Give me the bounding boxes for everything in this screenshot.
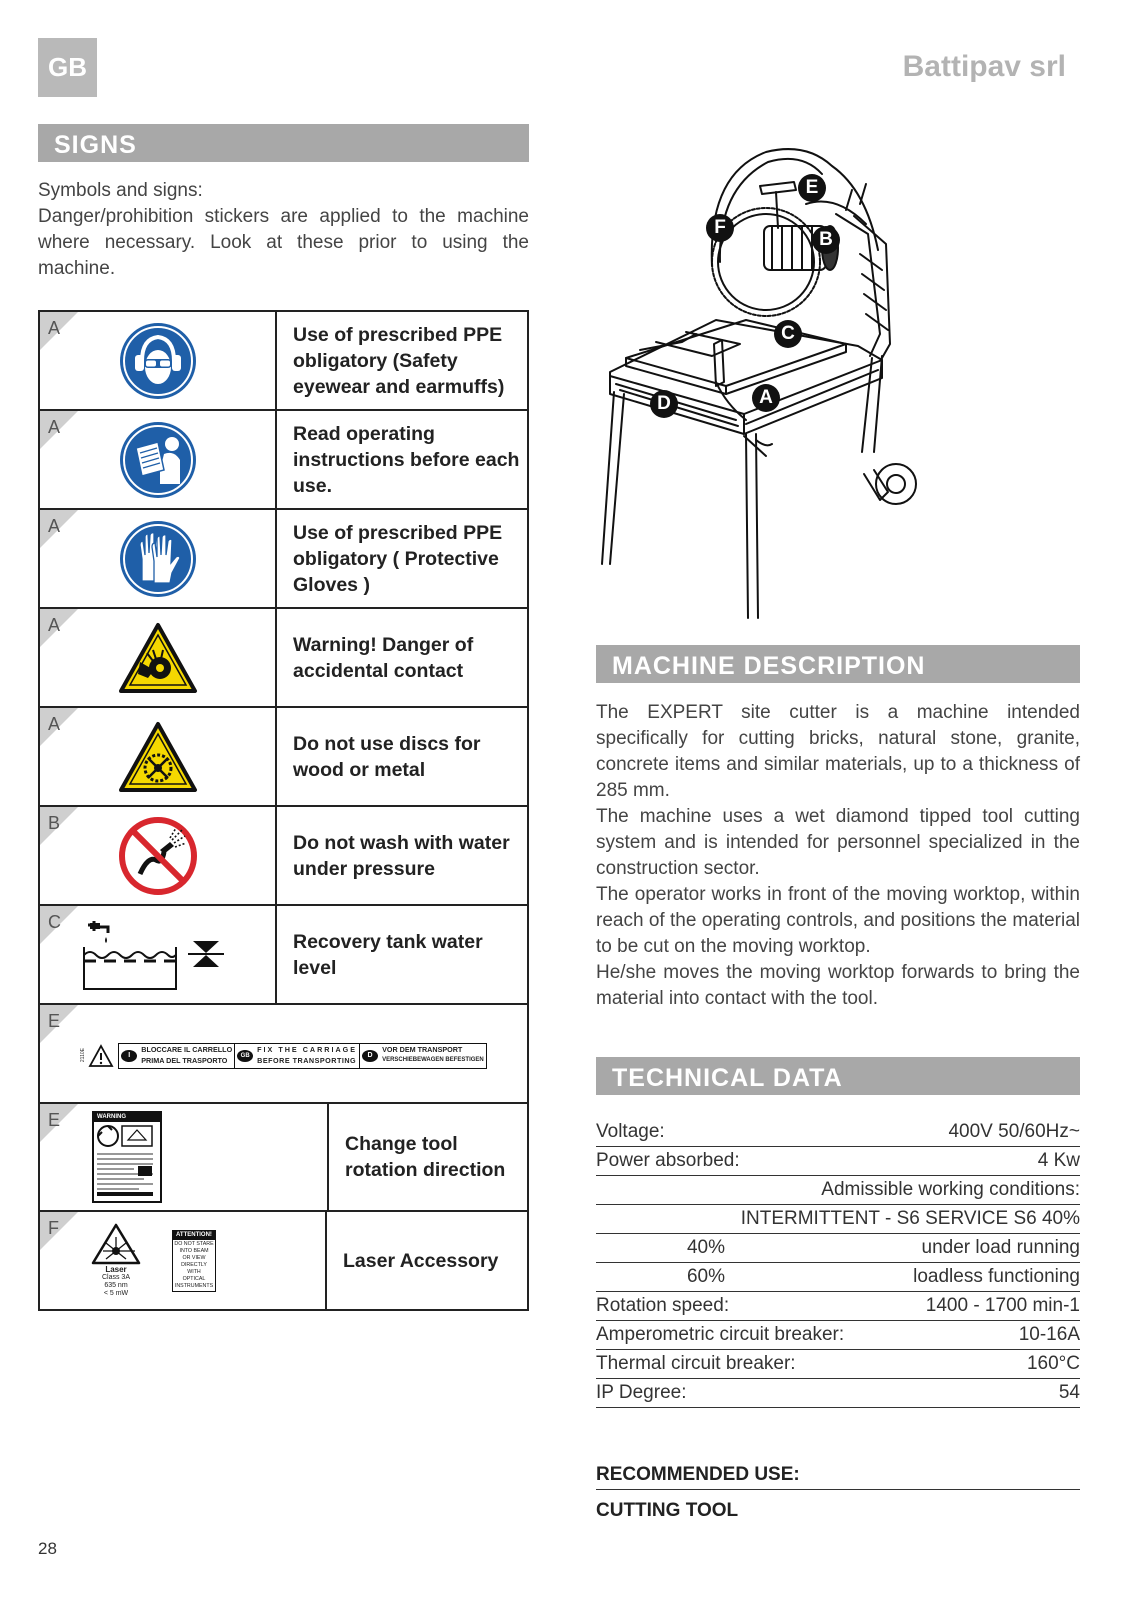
row-letter: B — [48, 813, 61, 833]
tech-row — [596, 1176, 1080, 1205]
sign-row — [38, 1104, 529, 1212]
carriage-de-line-2: VERSCHIEBEWAGEN BEFESTIGEN — [382, 1056, 484, 1063]
rotation-sticker-icon — [40, 1104, 327, 1210]
row-letter: A — [48, 615, 61, 635]
machine-description-title: MACHINE DESCRIPTION — [596, 645, 1080, 683]
laser-power: < 5 mW — [103, 1290, 129, 1297]
row-letter: E — [48, 1011, 61, 1031]
sign-row — [38, 906, 529, 1005]
signs-table — [38, 310, 529, 1311]
sign-text: Recovery tank water level — [275, 906, 527, 1003]
laser-line: INTO BEAM — [179, 1247, 209, 1254]
recommended-use-heading: RECOMMENDED USE: — [596, 1464, 1080, 1490]
page-number: 28 — [38, 1539, 57, 1558]
row-letter: A — [48, 714, 61, 734]
sign-row — [38, 510, 529, 609]
machine-paragraph: The EXPERT site cutter is a machine intended specifically for cutting bricks, natural stone, granite, concrete items and similar materials, up to a thickness of 285 mm. — [596, 702, 1080, 801]
sign-text: Use of prescribed PPE obligatory (Safety eyewear and earmuffs) — [275, 312, 527, 409]
row-letter: E — [48, 1110, 61, 1130]
callout-c: C — [774, 320, 802, 348]
row-corner — [40, 1212, 78, 1250]
tech-value: loadless functioning — [913, 1266, 1080, 1287]
tech-label: Amperometric circuit breaker: — [596, 1324, 845, 1345]
tech-label: IP Degree: — [596, 1382, 687, 1403]
tech-row — [596, 1321, 1080, 1350]
tech-value: 10-16A — [1018, 1324, 1080, 1345]
laser-attention-sticker — [172, 1230, 216, 1292]
laser-line: OPTICAL — [182, 1275, 206, 1282]
sign-row — [38, 312, 529, 411]
carriage-sticker-icon — [40, 1005, 527, 1102]
tech-value: under load running — [921, 1237, 1080, 1258]
language-badge: GB — [38, 38, 97, 97]
callout-d: D — [650, 390, 678, 418]
laser-line: DIRECTLY — [181, 1261, 207, 1268]
tech-row — [596, 1379, 1080, 1408]
sign-text: Change tool rotation direction — [327, 1104, 527, 1210]
machine-paragraph: The operator works in front of the moving worktop, within reach of the operating controls, and positions the material to be cut on the moving worktop. — [596, 884, 1080, 957]
laser-wavelength: 635 nm — [104, 1282, 128, 1289]
technical-data-table — [596, 1118, 1080, 1408]
tech-row — [596, 1263, 1080, 1292]
carriage-gb-line-1: FIX THE CARRIAGE — [257, 1044, 358, 1054]
laser-label: Laser — [105, 1265, 127, 1274]
callout-b: B — [812, 226, 840, 254]
tech-value: 4 Kw — [1037, 1150, 1080, 1171]
machine-paragraph: He/she moves the moving worktop forwards to bring the material into contact with the tool. — [596, 962, 1080, 1009]
laser-line: INSTRUMENTS — [174, 1282, 214, 1289]
sign-text: Laser Accessory — [325, 1212, 527, 1309]
sign-text: Warning! Danger of accidental contact — [275, 609, 527, 706]
tech-label: Power absorbed: — [596, 1150, 740, 1171]
callout-f: F — [706, 214, 734, 242]
carriage-gb-line-2: BEFORE TRANSPORTING — [257, 1055, 357, 1065]
laser-line: DO NOT STARE — [174, 1240, 214, 1247]
tech-label: Rotation speed: — [596, 1295, 730, 1316]
sign-text: Do not wash with water under pressure — [275, 807, 527, 904]
signs-intro — [38, 178, 529, 282]
tech-label: Voltage: — [596, 1121, 665, 1142]
machine-paragraph: The machine uses a wet diamond tipped tool cutting system and is intended for personnel specialized in the construction sector. — [596, 806, 1080, 879]
laser-warning-triangle-icon — [91, 1223, 141, 1265]
tech-value: 400V 50/60Hz~ — [948, 1121, 1080, 1142]
tech-row — [596, 1292, 1080, 1321]
sign-row — [38, 411, 529, 510]
tech-row — [596, 1350, 1080, 1379]
signs-intro-line-2: Danger/prohibition stickers are applied to the machine where necessary. Look at these prior to using the machine. — [38, 206, 529, 279]
sign-row — [38, 708, 529, 807]
tech-label: Thermal circuit breaker: — [596, 1353, 796, 1374]
carriage-de-line-1: VOR DEM TRANSPORT — [382, 1044, 463, 1054]
row-letter: A — [48, 318, 61, 338]
lang-tag-gb: GB — [237, 1050, 253, 1062]
callout-e: E — [798, 174, 826, 202]
sign-text: Use of prescribed PPE obligatory ( Protective Gloves ) — [275, 510, 527, 607]
tech-row — [596, 1205, 1080, 1234]
lang-tag-de: D — [362, 1050, 378, 1062]
signs-section-title: SIGNS — [38, 124, 529, 162]
brand-name: Battipav srl — [902, 50, 1066, 83]
laser-icon — [40, 1212, 325, 1309]
carriage-it-line-1: BLOCCARE IL CARRELLO — [141, 1044, 233, 1054]
tech-value: 1400 - 1700 min-1 — [925, 1295, 1080, 1316]
row-letter: C — [48, 912, 61, 932]
row-letter: A — [48, 417, 61, 437]
tech-label: 40% — [686, 1237, 726, 1258]
technical-data-title: TECHNICAL DATA — [596, 1057, 1080, 1095]
machine-description-text — [596, 700, 1080, 1012]
laser-class: Class 3A — [101, 1274, 130, 1281]
sign-row — [38, 609, 529, 708]
laser-attention-header: ATTENTION! — [173, 1231, 215, 1240]
sticker-code: 2110E — [80, 1048, 87, 1063]
tech-value: 54 — [1058, 1382, 1080, 1403]
sign-row — [38, 1212, 529, 1311]
cutting-tool-heading: CUTTING TOOL — [596, 1500, 739, 1521]
sign-row — [38, 807, 529, 906]
row-letter: F — [48, 1218, 59, 1238]
lang-tag-it: I — [121, 1050, 137, 1062]
signs-intro-line-1: Symbols and signs: — [38, 180, 203, 201]
carriage-it-line-2: PRIMA DEL TRASPORTO — [141, 1055, 228, 1065]
tech-row — [596, 1118, 1080, 1147]
tech-value: 160°C — [1026, 1353, 1080, 1374]
warning-triangle-icon — [88, 1044, 114, 1068]
laser-line: WITH — [187, 1268, 201, 1275]
sign-text: Do not use discs for wood or metal — [275, 708, 527, 805]
tech-row — [596, 1147, 1080, 1176]
row-letter: A — [48, 516, 61, 536]
tech-value: Admissible working conditions: — [821, 1179, 1080, 1200]
machine-diagram — [596, 144, 936, 634]
laser-line: OR VIEW — [182, 1254, 206, 1261]
sign-text: Read operating instructions before each use. — [275, 411, 527, 508]
sign-row — [38, 1005, 529, 1104]
callout-a: A — [752, 384, 780, 412]
tech-value: INTERMITTENT - S6 SERVICE S6 40% — [740, 1208, 1080, 1229]
rotation-sticker-header: WARNING — [94, 1113, 160, 1122]
tech-row — [596, 1234, 1080, 1263]
tech-label: 60% — [686, 1266, 726, 1287]
